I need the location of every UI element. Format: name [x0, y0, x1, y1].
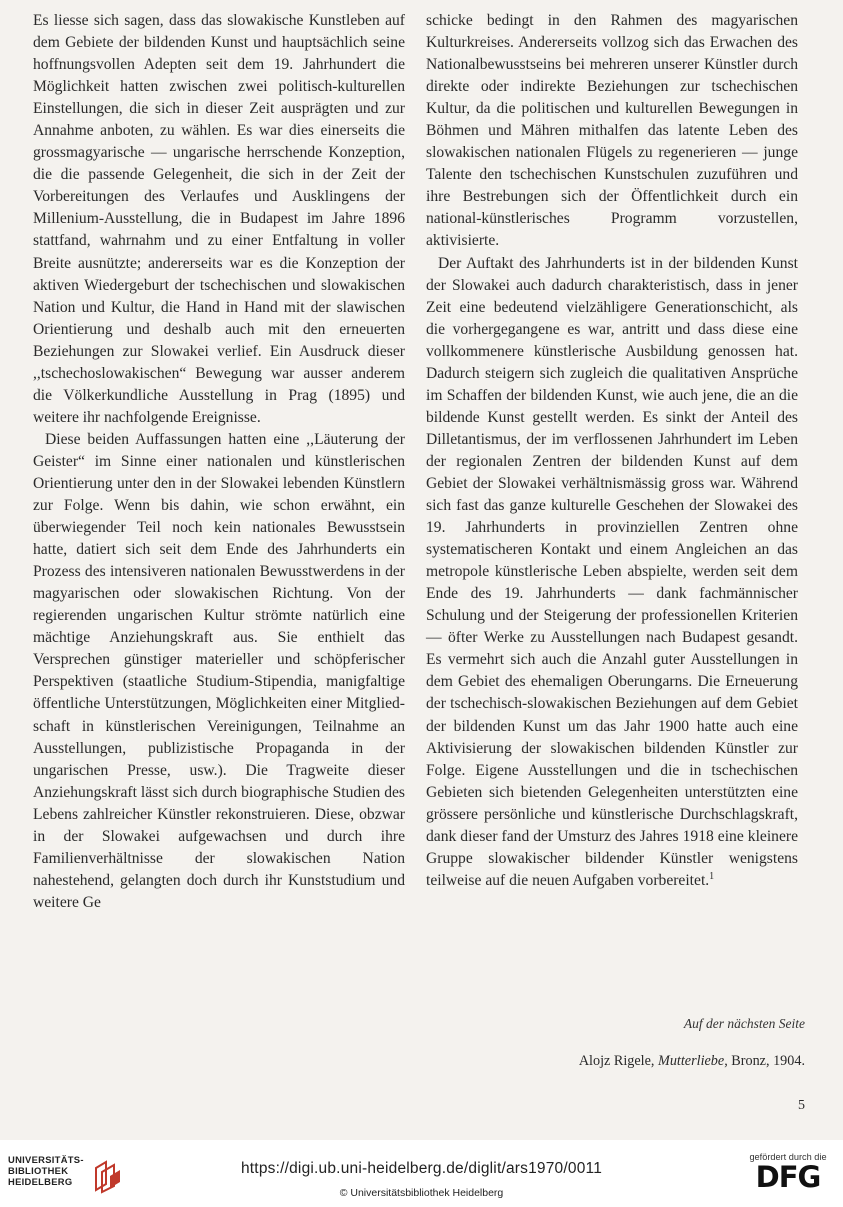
caption-author: Alojz Rigele,: [578, 1053, 659, 1069]
caption-details: , Bronz, 1904.: [724, 1053, 805, 1069]
footer-bar: [0, 1140, 843, 1207]
dfg-wordmark: DFG: [755, 1160, 821, 1194]
paragraph-3: schicke bedingt in den Rahmen des magyarischen Kulturkreises. Andererseits vollzog sich das Erwachen des Nationalbewusstseins bei mehreren unserer Künstler durch direkte oder indirekte Beziehungen zur tschechischen Kultur, da die politischen und kulturellen Bewegungen in Böhmen und Mähren mithalfen das latente Leben des slowakischen nationalen Flügels zu regenerieren — junge Talente den tschechischen Kunstschulen zuzuführen und ihre Bestrebungen sich der Öffentlichkeit durch ein national-künstlerisches Programm vorzustellen, aktivisierte.: [426, 12, 798, 250]
dfg-funding-text: gefördert durch die: [749, 1152, 827, 1162]
page-number: 5: [798, 1098, 805, 1113]
paragraph-2: Diese beiden Auffassungen hatten eine ,,Läuterung der Geister“ im Sinne einer nationalen und künstlerischen Orientierung unter den in der Slowakei lebenden Künstlern zur Folge. Wenn bis dahin, wie schon erwähnt, ein überwiegender Teil noch kein nationales Bewusstsein hatte, datiert sich seit dem Ende des Jahrhunderts ein Prozess des intensiveren nationalen Bewusstwerdens in der magyarischen oder slowakischen Richtung. Von der regierenden ungarischen Kultur strömte natürlich eine mächtige Anziehungskraft aus. Sie enthielt das Versprechen günstiger materieller und schöpferischer Perspektiven (staatliche Studium-Stipendia, manigfaltige öffentliche Unterstützungen, Möglichkeiten einer Mitgliedschaft in künstlerischen Vereinigungen, Teilnahme an Ausstellungen, publizistische Propaganda in der ungarischen Presse, usw.). Die Tragweite dieser Anziehungskraft lässt sich durch biographische Studien des Lebens zahlreicher Künstler rekonstruieren. Diese, obzwar in der Slowakei aufgewachsen und durch ihre Familienverhältnisse der slowakischen Nation nahestehend, gelangten doch durch ihr Kunststudium und weitere Ge: [33, 430, 405, 911]
continuation-note: Auf der nächsten Seite: [683, 1016, 805, 1031]
paragraph-4: [426, 253, 798, 892]
figure-caption: [579, 1053, 805, 1070]
library-name-line-1: UNIVERSITÄTS-: [8, 1154, 84, 1165]
paragraph-4-text: Der Auftakt des Jahrhunderts ist in der bildenden Kunst der Slowakei auch dadurch charakteristisch, dass in jener Zeit eine bedeutend vielzähligere Generationschicht, als die vorhergegangene es war, antritt und dass diese eine vollkommenere künstlerische Ausbildung genossen hat. Dadurch steigern sich zugleich die qualitativen Ansprüche im Schaffen der bildenden Kunst, wie auch jene, die an die bildende Kunst gestellt werden. Es sinkt der Anteil des Dilletantismus, der im verflossenen Jahrhundert im Leben der regionalen Zentren der bildenden Kunst auf dem Gebiet der Slowakei verhältnismässig gross war. Während sich fast das ganze kulturelle Geschehen der Slowakei des 19. Jahrhunderts in provinziellen Zentren ohne systematischeren Kontakt und einem Angleichen an das metropole künstlerische Leben abspielte, werden seit dem Ende des 19. Jahrhunderts — dank fachmännischer Schulung und der Steigerung der professionellen Kriterien — öfter Werke zu Ausstellungen nach Budapest gesandt. Es vermehrt sich auch die Anzahl guter Ausstellungen in dem Gebiet des ehemaligen Oberungarns. Die Erneuerung der tschechisch-slowakischen Beziehungen auf dem Gebiet der bildenden Kunst um das Jahr 1900 hatte auch eine Aktivisierung der slowakischen bildenden Künstler zur Folge. Eigene Ausstellungen und die in tschechischen Gebieten sich bietenden Gelegenheiten unterstützten eine grössere persönliche und künstlerische Durchschlagskraft, dank dieser fand der Umsturz des Jahres 1918 eine kleinere Gruppe slowakischer bildender Künstler wenigstens teilweise auf die neuen Aufgaben vorbereitet.: [426, 254, 798, 889]
dfg-logo[interactable]: [743, 1152, 833, 1202]
footnote-marker: 1: [709, 870, 715, 882]
paragraph-1: Es liesse sich sagen, dass das slowakische Kunstleben auf dem Gebiete der bildenden Kunst und hauptsächlich seine hoffnungsvollen Adepten seit dem 19. Jahrhundert die Möglichkeit hatten zwischen zwei politisch-kulturellen Einstellungen, die sich in dieser Zeit ausprägten und zur Annahme anboten, zu wählen. Es war dies einerseits die grossmagyarische — ungarische herrschende Konzeption, die die passende Gelegenheit, die sich in der Zeit der Vorbereitungen des Verlaufes und Ausklingens der Millenium-Ausstellung, die in Budapest im Jahre 1896 stattfand, wahrnahm und zu einer Entfaltung in voller Breite ausnützte; andererseits war es die Konzeption der aktiven Wiedergeburt der tschechischen und slowakischen Nation und Kultur, die Hand in Hand mit der slawischen Orientierung und deshalb auch mit den erneuerten Beziehungen zur Slowakei verlief. Ein Ausdruck dieser ,,tschechoslowakischen“ Bewegung war ausser anderem die Völkerkundliche Ausstellung in Prag (1895) und weitere ihr nachfolgende Ereignisse.: [33, 12, 405, 426]
library-name-line-2: BIBLIOTHEK: [8, 1165, 69, 1176]
left-text-column: [33, 10, 405, 914]
library-name-line-3: HEIDELBERG: [8, 1176, 73, 1187]
document-url-link[interactable]: https://digi.ub.uni-heidelberg.de/diglit/ars1970/0011: [240, 1160, 603, 1177]
caption-title: Mutterliebe: [658, 1053, 725, 1069]
right-text-column: [426, 10, 798, 892]
copyright-notice: © Universitätsbibliothek Heidelberg: [339, 1187, 504, 1199]
